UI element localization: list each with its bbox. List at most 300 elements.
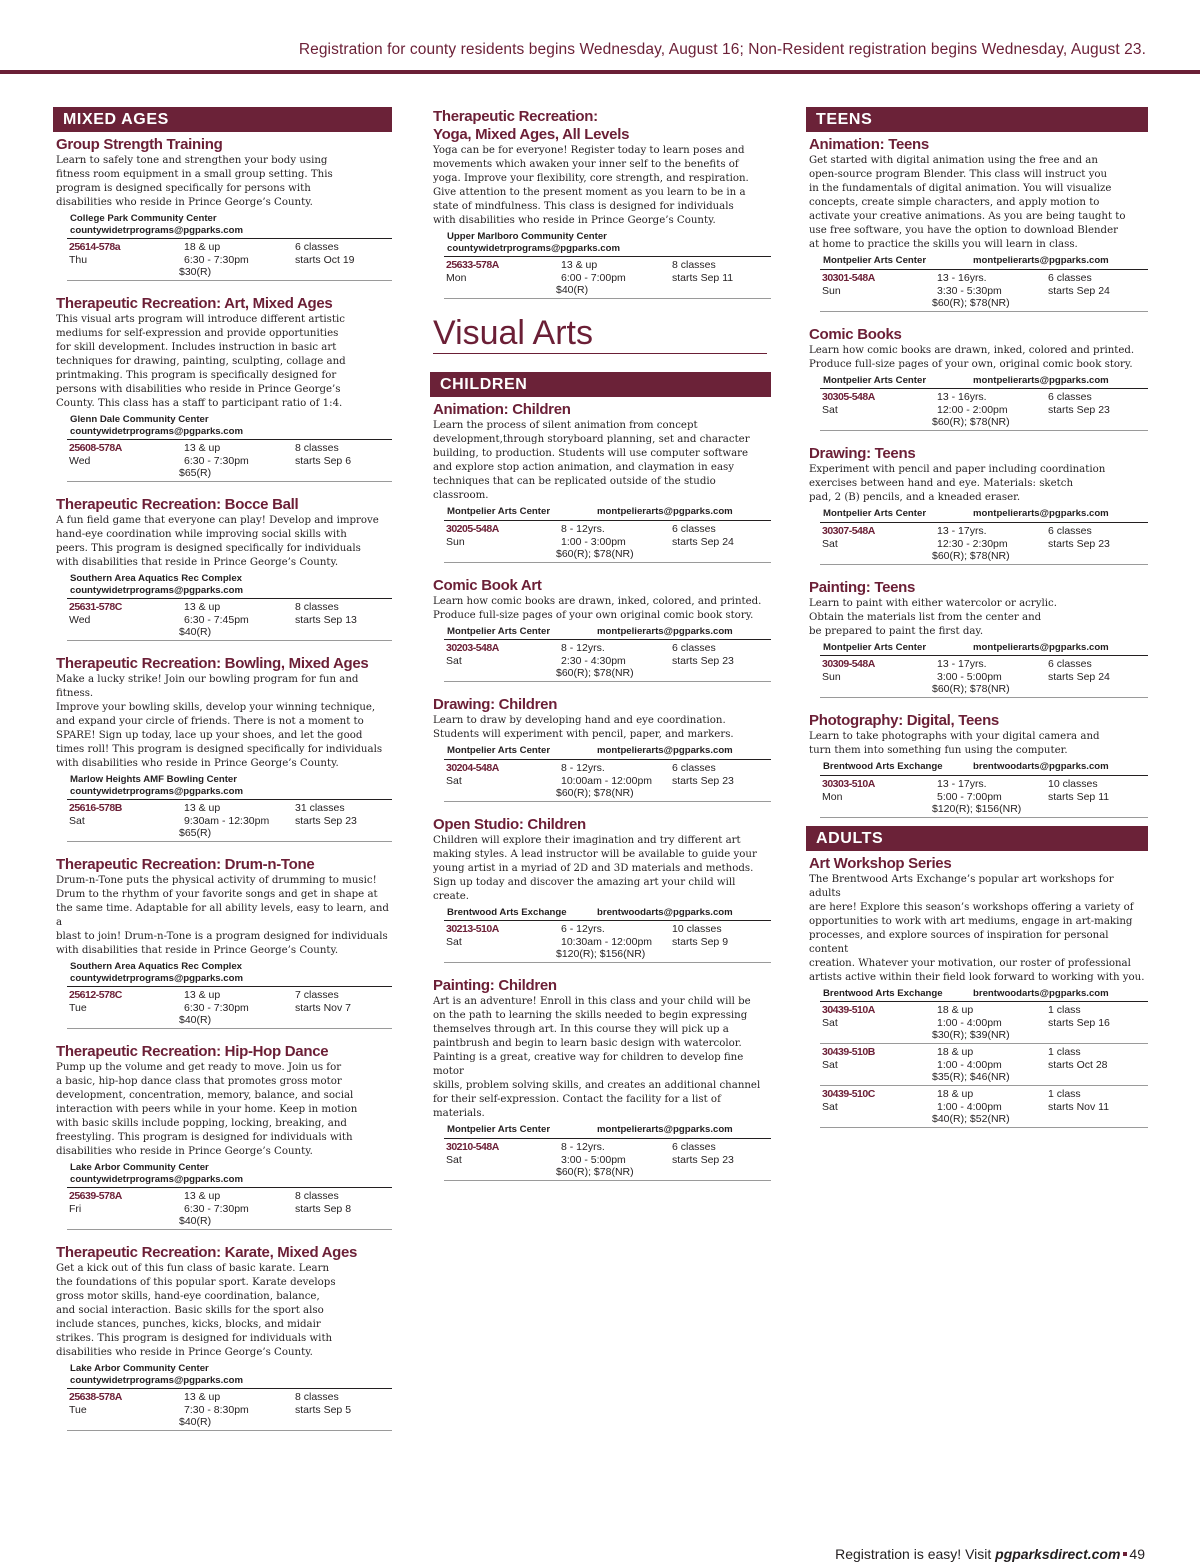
course-description bbox=[430, 995, 771, 1121]
facility-email-link[interactable]: brentwoodarts@pgparks.com bbox=[973, 987, 1109, 999]
facility-name: Montpelier Arts Center bbox=[447, 506, 551, 517]
description-line: Obtain the materials list from the center and bbox=[809, 611, 1042, 623]
course-description bbox=[430, 144, 771, 228]
description-line: Pump up the volume and get ready to move. Join us for bbox=[56, 1062, 342, 1073]
description-line: with disabilities that reside in Prince George’s County. bbox=[56, 945, 339, 956]
session-fee: $40(R) bbox=[556, 284, 589, 296]
course-title-line: Open Studio: Children bbox=[433, 815, 586, 833]
session-classes: 6 classes bbox=[1048, 391, 1092, 403]
session-start: starts Sep 5 bbox=[295, 1404, 352, 1416]
session-table bbox=[444, 256, 771, 299]
description-line: Yoga can be for everyone! Register today to learn poses and bbox=[433, 145, 745, 156]
description-line: interaction with peers while in your home. Keep in motion bbox=[56, 1104, 358, 1115]
activity-code-link[interactable]: 25608-578A bbox=[69, 442, 122, 454]
description-line: with disabilities that reside in Prince George’s County. bbox=[56, 557, 339, 568]
session-table bbox=[820, 269, 1148, 312]
facility-email-link[interactable]: brentwoodarts@pgparks.com bbox=[973, 761, 1109, 772]
session-classes: 6 classes bbox=[1048, 658, 1092, 670]
course-title-line: Therapeutic Recreation: Bocce Ball bbox=[56, 496, 299, 513]
description-line: Learn to paint with either watercolor or acrylic. bbox=[809, 597, 1057, 609]
session-classes: 1 class bbox=[1048, 1004, 1081, 1016]
description-line: Experiment with pencil and paper including coordination bbox=[809, 464, 1106, 475]
session-row bbox=[444, 521, 771, 563]
course-title bbox=[430, 577, 771, 595]
description-line: fitness room equipment in a small group setting. This bbox=[56, 169, 333, 180]
activity-code-link[interactable]: 30309-548A bbox=[822, 658, 875, 670]
session-time: 6:30 - 7:30pm bbox=[184, 1002, 249, 1014]
description-line: open-source program Blender. This class will instruct you bbox=[809, 169, 1108, 180]
session-table bbox=[820, 1001, 1148, 1128]
facility-name: Lake Arbor Community Center bbox=[70, 1363, 209, 1374]
description-line: processes, and explore sources of inspiration for personal content bbox=[809, 929, 1109, 955]
session-table bbox=[444, 639, 771, 682]
facility-email-link[interactable]: countywidetrprograms@pgparks.com bbox=[447, 242, 621, 254]
session-time: 7:30 - 8:30pm bbox=[184, 1404, 249, 1416]
facility-info bbox=[806, 375, 1148, 387]
course-description bbox=[53, 154, 392, 210]
band-mixed-ages: MIXED AGES bbox=[53, 107, 392, 132]
session-day: Sat bbox=[446, 774, 462, 787]
session-classes: 6 classes bbox=[672, 642, 716, 654]
activity-code-link[interactable]: 25616-578B bbox=[69, 802, 122, 814]
facility-name: Brentwood Arts Exchange bbox=[447, 906, 567, 918]
session-time: 10:30am - 12:00pm bbox=[561, 936, 653, 948]
session-start: starts Sep 23 bbox=[1048, 537, 1110, 550]
session-age: 13 & up bbox=[184, 442, 221, 454]
session-fee: $40(R) bbox=[179, 1416, 212, 1428]
session-time: 1:00 - 4:00pm bbox=[937, 1017, 1002, 1029]
course-description bbox=[53, 313, 392, 411]
session-start: starts Nov 7 bbox=[295, 1002, 352, 1014]
facility-info bbox=[430, 907, 771, 919]
session-time: 6:30 - 7:45pm bbox=[184, 614, 249, 626]
header-rule bbox=[0, 70, 1200, 74]
description-line: peers. This program is designed specifically for individuals bbox=[56, 543, 361, 554]
session-day: Sun bbox=[822, 671, 841, 683]
description-line: Students will experiment with pencil, paper, and markers. bbox=[433, 729, 734, 740]
facility-name: Glenn Dale Community Center bbox=[70, 414, 209, 425]
session-table bbox=[67, 439, 392, 482]
course-listing bbox=[430, 816, 771, 964]
description-line: with disabilities who reside in Prince George’s County. bbox=[56, 758, 339, 769]
session-day: Sat bbox=[822, 404, 838, 416]
activity-code-link[interactable]: 30203-548A bbox=[446, 642, 499, 654]
session-time: 6:30 - 7:30pm bbox=[184, 1203, 249, 1215]
description-line: the foundations of this popular sport. Karate develops bbox=[56, 1277, 336, 1288]
session-age: 13 & up bbox=[184, 601, 221, 613]
facility-info bbox=[806, 761, 1148, 773]
facility-email-link[interactable]: montpelierarts@pgparks.com bbox=[973, 641, 1109, 653]
description-line: for their self-expression. Contact the facility for a list of materials. bbox=[433, 1094, 721, 1119]
band-children: CHILDREN bbox=[430, 372, 771, 397]
session-classes: 6 classes bbox=[672, 761, 716, 774]
description-line: freestyling. This program is designed for individuals with bbox=[56, 1132, 353, 1143]
description-line: pad, 2 (B) pencils, and a kneaded eraser. bbox=[809, 492, 1021, 503]
facility-email-link[interactable]: countywidetrprograms@pgparks.com bbox=[70, 972, 244, 984]
description-line: with disabilities who reside in Prince George’s County. bbox=[433, 215, 716, 226]
footer-url-link[interactable]: pgparksdirect.com bbox=[995, 1546, 1121, 1562]
session-start: starts Sep 8 bbox=[295, 1203, 352, 1215]
session-row bbox=[444, 257, 771, 299]
facility-email-link[interactable]: countywidetrprograms@pgparks.com bbox=[70, 584, 244, 596]
facility-name: Montpelier Arts Center bbox=[447, 745, 551, 756]
description-line: be prepared to paint the first day. bbox=[809, 625, 984, 637]
session-fee: $40(R) bbox=[179, 1014, 212, 1026]
description-line: Children will explore their imagination and try different art bbox=[433, 834, 741, 846]
session-table bbox=[444, 920, 771, 963]
facility-info bbox=[53, 961, 392, 984]
course-listing bbox=[430, 977, 771, 1181]
description-line: a basic, hip-hop dance class that promotes gross motor bbox=[56, 1076, 342, 1087]
session-fee: $60(R); $78(NR) bbox=[556, 786, 634, 799]
course-description bbox=[53, 514, 392, 570]
course-title-line: Painting: Children bbox=[433, 977, 557, 994]
course-title bbox=[53, 856, 392, 874]
course-listing bbox=[430, 108, 771, 299]
session-start: starts Oct 19 bbox=[295, 254, 355, 266]
course-title-line: Painting: Teens bbox=[809, 578, 916, 596]
session-classes: 1 class bbox=[1048, 1046, 1081, 1058]
activity-code-link[interactable]: 30204-548A bbox=[446, 761, 499, 774]
course-description bbox=[430, 714, 771, 742]
session-table bbox=[444, 1138, 771, 1181]
course-title-line: Art Workshop Series bbox=[809, 854, 952, 872]
description-line: disabilities who reside in Prince George’s County. bbox=[56, 1146, 313, 1157]
session-row bbox=[820, 389, 1148, 431]
session-start: starts Sep 16 bbox=[1048, 1017, 1110, 1029]
activity-code-link[interactable]: 25639-578A bbox=[69, 1190, 122, 1202]
facility-email-link[interactable]: countywidetrprograms@pgparks.com bbox=[70, 785, 244, 797]
activity-code-link[interactable]: 30439-510C bbox=[822, 1088, 875, 1100]
session-age: 13 & up bbox=[561, 259, 598, 271]
session-age: 6 - 12yrs. bbox=[561, 923, 605, 935]
course-listing bbox=[806, 136, 1148, 312]
activity-code-link[interactable]: 25631-578C bbox=[69, 601, 122, 613]
activity-code-link[interactable]: 25633-578A bbox=[446, 259, 499, 271]
session-fee: $40(R) bbox=[179, 626, 212, 638]
description-line: building, to production. Students will use computer software bbox=[433, 448, 749, 459]
description-line: blast to join! Drum-n-Tone is a program designed for individuals bbox=[56, 931, 388, 942]
facility-name: Brentwood Arts Exchange bbox=[823, 987, 943, 999]
session-time: 5:00 - 7:00pm bbox=[937, 790, 1002, 803]
session-fee: $35(R); $46(NR) bbox=[932, 1071, 1010, 1083]
session-age: 8 - 12yrs. bbox=[561, 761, 605, 774]
session-time: 6:30 - 7:30pm bbox=[184, 254, 249, 266]
description-line: with basic skills include popping, locking, breaking, and bbox=[56, 1118, 347, 1129]
course-description bbox=[53, 874, 392, 958]
session-time: 6:00 - 7:00pm bbox=[561, 272, 626, 284]
course-title bbox=[53, 496, 392, 514]
facility-name: Montpelier Arts Center bbox=[823, 374, 927, 386]
session-day: Sat bbox=[822, 1017, 838, 1029]
description-line: Painting is a great, creative way for children to develop fine motor bbox=[433, 1052, 744, 1077]
course-description bbox=[806, 154, 1148, 252]
session-fee: $120(R); $156(NR) bbox=[556, 948, 646, 960]
session-classes: 8 classes bbox=[295, 601, 339, 613]
session-classes: 6 classes bbox=[1048, 271, 1092, 284]
facility-email-link[interactable]: countywidetrprograms@pgparks.com bbox=[70, 224, 244, 236]
facility-name: Upper Marlboro Community Center bbox=[447, 231, 607, 242]
facility-info bbox=[430, 506, 771, 518]
description-line: Improve your bowling skills, develop your winning technique, bbox=[56, 702, 376, 713]
course-description bbox=[806, 873, 1148, 985]
activity-code-link[interactable]: 30439-510A bbox=[822, 1004, 875, 1016]
facility-info bbox=[430, 1124, 771, 1136]
course-title bbox=[53, 136, 392, 154]
facility-name: Marlow Heights AMF Bowling Center bbox=[70, 774, 238, 785]
course-title bbox=[430, 816, 771, 834]
activity-code-link[interactable]: 30205-548A bbox=[446, 522, 499, 535]
facility-info bbox=[430, 626, 771, 638]
description-line: persons with disabilities who reside in Prince George’s bbox=[56, 384, 341, 395]
session-start: starts Sep 23 bbox=[672, 1153, 734, 1166]
session-row bbox=[67, 800, 392, 842]
session-age: 13 - 17yrs. bbox=[937, 777, 987, 790]
description-line: gross motor skills, hand-eye coordination, balance, bbox=[56, 1291, 320, 1302]
session-start: starts Sep 23 bbox=[295, 815, 357, 827]
session-fee: $60(R); $78(NR) bbox=[932, 683, 1010, 695]
course-list bbox=[53, 136, 392, 1431]
session-classes: 8 classes bbox=[295, 1190, 339, 1202]
description-line: turn them into something fun using the computer. bbox=[809, 745, 1068, 756]
session-row bbox=[444, 640, 771, 682]
session-day: Wed bbox=[69, 455, 91, 467]
description-line: movements which awaken your inner self to the benefits of bbox=[433, 159, 739, 170]
session-table bbox=[444, 759, 771, 802]
facility-name: Montpelier Arts Center bbox=[447, 1124, 551, 1135]
description-line: Learn to take photographs with your digital camera and bbox=[809, 731, 1100, 742]
session-age: 8 - 12yrs. bbox=[561, 522, 605, 535]
column-teens-adults bbox=[806, 107, 1148, 1142]
description-line: and social interaction. Basic skills for the sport also bbox=[56, 1305, 324, 1316]
description-line: Art is an adventure! Enroll in this class and your child will be bbox=[433, 996, 751, 1007]
activity-code-link[interactable]: 25614-578a bbox=[69, 241, 121, 253]
facility-email-link[interactable]: countywidetrprograms@pgparks.com bbox=[70, 1374, 244, 1386]
course-title-line: Photography: Digital, Teens bbox=[809, 712, 999, 729]
facility-email-link[interactable]: brentwoodarts@pgparks.com bbox=[597, 906, 733, 918]
description-line: themselves through art. In this course they will pick up a bbox=[433, 1024, 729, 1035]
course-description bbox=[430, 419, 771, 503]
activity-code-link[interactable]: 30213-510A bbox=[446, 923, 499, 935]
description-line: techniques for drawing, painting, sculpting, collage and bbox=[56, 356, 346, 367]
session-time: 1:00 - 3:00pm bbox=[561, 535, 626, 548]
session-age: 13 & up bbox=[184, 802, 221, 814]
activity-code-link[interactable]: 30210-548A bbox=[446, 1140, 499, 1153]
course-list bbox=[806, 136, 1148, 818]
description-line: the same time. Adaptable for all ability levels, easy to learn, and a bbox=[56, 903, 389, 928]
description-line: Sign up today and discover the amazing art your child will create. bbox=[433, 876, 736, 902]
activity-code-link[interactable]: 25638-578A bbox=[69, 1391, 122, 1403]
session-age: 13 & up bbox=[184, 1190, 221, 1202]
session-time: 6:30 - 7:30pm bbox=[184, 455, 249, 467]
page-header bbox=[0, 0, 1200, 78]
session-table bbox=[444, 520, 771, 563]
facility-email-link[interactable]: montpelierarts@pgparks.com bbox=[597, 745, 733, 756]
course-listing bbox=[53, 1043, 392, 1230]
activity-code-link[interactable]: 30303-510A bbox=[822, 777, 875, 790]
session-row bbox=[820, 270, 1148, 312]
description-line: times roll! This program is designed specifically for individuals bbox=[56, 744, 383, 755]
course-description bbox=[53, 1061, 392, 1159]
course-title bbox=[430, 696, 771, 714]
facility-name: Southern Area Aquatics Rec Complex bbox=[70, 573, 243, 584]
activity-code-link[interactable]: 30439-510B bbox=[822, 1046, 875, 1058]
session-day: Tue bbox=[69, 1404, 87, 1416]
course-title-line: Animation: Teens bbox=[809, 136, 929, 153]
session-row bbox=[444, 1139, 771, 1181]
session-row bbox=[820, 523, 1148, 565]
course-title bbox=[430, 108, 771, 144]
facility-name: Montpelier Arts Center bbox=[447, 625, 551, 637]
session-row bbox=[820, 1002, 1148, 1044]
session-row bbox=[67, 239, 392, 281]
session-time: 12:00 - 2:00pm bbox=[937, 404, 1008, 416]
description-line: use free software, you have the option to download Blender bbox=[809, 225, 1118, 236]
session-day: Sat bbox=[446, 1153, 462, 1166]
description-line: skills, problem solving skills, and creates an additional channel bbox=[433, 1080, 761, 1091]
course-title bbox=[53, 1043, 392, 1061]
facility-email-link[interactable]: montpelierarts@pgparks.com bbox=[973, 255, 1109, 266]
description-line: development, concentration, memory, balance, and social bbox=[56, 1090, 354, 1101]
description-line: include stances, punches, kicks, blocks, and midair bbox=[56, 1319, 321, 1330]
description-line: in the fundamentals of digital animation. You will visualize bbox=[809, 183, 1112, 194]
session-day: Sat bbox=[446, 936, 462, 948]
session-classes: 1 class bbox=[1048, 1088, 1081, 1100]
facility-info bbox=[806, 642, 1148, 654]
session-row bbox=[67, 1188, 392, 1230]
page-number: 49 bbox=[1129, 1546, 1145, 1562]
course-title-line: Therapeutic Recreation: bbox=[433, 108, 598, 125]
course-title-line: Therapeutic Recreation: Hip-Hop Dance bbox=[56, 1043, 329, 1060]
session-fee: $60(R); $78(NR) bbox=[556, 1165, 634, 1178]
session-start: starts Sep 24 bbox=[1048, 671, 1110, 683]
session-start: starts Nov 11 bbox=[1048, 1101, 1110, 1113]
course-description bbox=[53, 1262, 392, 1360]
course-title-line: Therapeutic Recreation: Art, Mixed Ages bbox=[56, 295, 333, 312]
session-start: starts Oct 28 bbox=[1048, 1059, 1108, 1071]
session-table bbox=[67, 1388, 392, 1431]
session-start: starts Sep 24 bbox=[1048, 284, 1110, 297]
course-title bbox=[806, 712, 1148, 730]
course-title-line: Drawing: Teens bbox=[809, 445, 916, 462]
course-description bbox=[806, 730, 1148, 758]
session-age: 13 & up bbox=[184, 989, 221, 1001]
session-day: Mon bbox=[446, 272, 467, 284]
session-fee: $60(R); $78(NR) bbox=[932, 416, 1010, 428]
session-day: Sun bbox=[822, 284, 841, 297]
course-listing bbox=[806, 326, 1148, 432]
facility-name: Montpelier Arts Center bbox=[823, 255, 927, 266]
course-list bbox=[806, 855, 1148, 1129]
session-day: Sat bbox=[446, 655, 462, 667]
description-line: Learn how comic books are drawn, inked, colored, and printed. bbox=[433, 595, 762, 607]
session-classes: 10 classes bbox=[1048, 777, 1098, 790]
course-listing bbox=[430, 577, 771, 683]
page-footer bbox=[835, 1546, 1145, 1562]
session-time: 9:30am - 12:30pm bbox=[184, 815, 270, 827]
facility-email-link[interactable]: montpelierarts@pgparks.com bbox=[597, 506, 733, 517]
session-start: starts Sep 13 bbox=[295, 614, 357, 626]
facility-name: Montpelier Arts Center bbox=[823, 508, 927, 519]
description-line: County. This class has a staff to participant ratio of 1:4. bbox=[56, 398, 343, 409]
activity-code-link[interactable]: 30307-548A bbox=[822, 524, 875, 537]
facility-email-link[interactable]: countywidetrprograms@pgparks.com bbox=[70, 425, 244, 437]
description-line: Learn to safely tone and strengthen your body using bbox=[56, 155, 328, 166]
description-line: hand-eye coordination while improving social skills with bbox=[56, 529, 347, 540]
session-time: 10:00am - 12:00pm bbox=[561, 774, 653, 787]
session-day: Mon bbox=[822, 790, 843, 803]
session-day: Sun bbox=[446, 535, 465, 548]
description-line: printmaking. This program is specifically designed for bbox=[56, 370, 337, 381]
session-table bbox=[820, 388, 1148, 431]
description-line: artists active within their field look forward to working with you. bbox=[809, 971, 1145, 983]
activity-code-link[interactable]: 30301-548A bbox=[822, 271, 875, 284]
session-start: starts Sep 11 bbox=[672, 272, 734, 284]
session-classes: 31 classes bbox=[295, 802, 345, 814]
session-table bbox=[67, 1187, 392, 1230]
facility-email-link[interactable]: montpelierarts@pgparks.com bbox=[973, 508, 1109, 519]
facility-email-link[interactable]: montpelierarts@pgparks.com bbox=[597, 625, 733, 637]
description-line: and explore stop action animation, and claymation in easy bbox=[433, 462, 734, 473]
facility-info bbox=[53, 774, 392, 797]
description-line: young artist in a myriad of 2D and 3D materials and methods. bbox=[433, 862, 754, 874]
session-time: 3:00 - 5:00pm bbox=[937, 671, 1002, 683]
session-row bbox=[820, 776, 1148, 818]
facility-email-link[interactable]: montpelierarts@pgparks.com bbox=[597, 1124, 733, 1135]
session-row bbox=[820, 656, 1148, 698]
course-listing bbox=[53, 496, 392, 641]
facility-name: Brentwood Arts Exchange bbox=[823, 761, 943, 772]
session-start: starts Sep 23 bbox=[672, 774, 734, 787]
session-classes: 6 classes bbox=[672, 1140, 716, 1153]
facility-email-link[interactable]: countywidetrprograms@pgparks.com bbox=[70, 1173, 244, 1185]
description-line: techniques that can be replicated outside of the studio classroom. bbox=[433, 476, 716, 501]
course-description bbox=[430, 834, 771, 904]
description-line: concepts, create simple characters, and apply motion to bbox=[809, 197, 1100, 208]
course-title-line: Yoga, Mixed Ages, All Levels bbox=[433, 126, 630, 143]
course-title bbox=[806, 136, 1148, 154]
description-line: creation. Whatever your motivation, our roster of professional bbox=[809, 957, 1131, 969]
course-description bbox=[806, 597, 1148, 639]
description-line: disabilities who reside in Prince George’s County. bbox=[56, 197, 313, 208]
description-line: Get started with digital animation using the free and an bbox=[809, 155, 1098, 166]
session-classes: 6 classes bbox=[1048, 524, 1092, 537]
session-row bbox=[67, 1389, 392, 1431]
session-time: 3:00 - 5:00pm bbox=[561, 1153, 626, 1166]
course-title-line: Therapeutic Recreation: Bowling, Mixed Ages bbox=[56, 655, 369, 672]
description-line: paintbrush and begin to learn basic design with watercolor. bbox=[433, 1038, 742, 1049]
session-fee: $65(R) bbox=[179, 827, 212, 839]
session-start: starts Sep 24 bbox=[672, 535, 734, 548]
facility-info bbox=[430, 745, 771, 757]
facility-info bbox=[53, 213, 392, 236]
facility-info bbox=[53, 1363, 392, 1386]
course-listing bbox=[53, 1244, 392, 1431]
session-age: 18 & up bbox=[937, 1004, 974, 1016]
description-line: development,through storyboard planning, set and character bbox=[433, 434, 750, 445]
activity-code-link[interactable]: 25612-578C bbox=[69, 989, 122, 1001]
course-listing bbox=[53, 655, 392, 842]
session-day: Tue bbox=[69, 1002, 87, 1014]
description-line: Drum to the rhythm of your favorite songs and get in shape at bbox=[56, 889, 378, 900]
session-classes: 6 classes bbox=[295, 241, 339, 253]
session-table bbox=[67, 598, 392, 641]
session-row bbox=[444, 921, 771, 963]
activity-code-link[interactable]: 30305-548A bbox=[822, 391, 875, 403]
course-listing bbox=[53, 295, 392, 482]
session-table bbox=[820, 522, 1148, 565]
facility-email-link[interactable]: montpelierarts@pgparks.com bbox=[973, 374, 1109, 386]
